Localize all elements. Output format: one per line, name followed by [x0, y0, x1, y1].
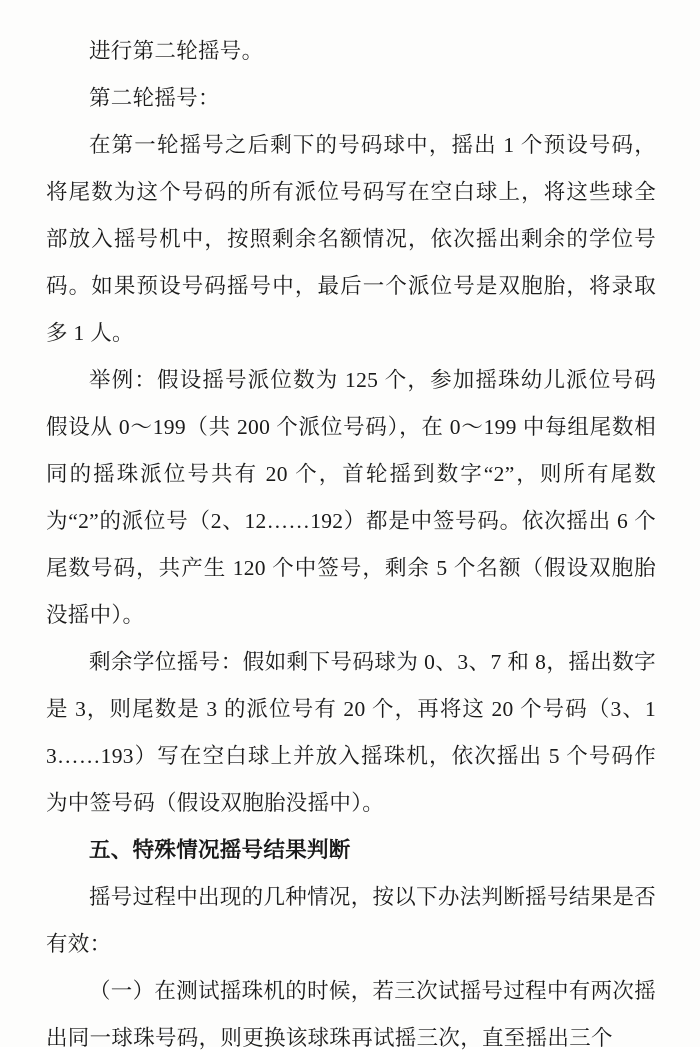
document-body — [46, 28, 656, 1062]
heading-section-five: 五、特殊情况摇号结果判断 — [89, 838, 351, 862]
paragraph-example: 举例：假设摇号派位数为 125 个，参加摇珠幼儿派位号码假设从 0～199（共 200 个派位号码），在 0～199 中每组尾数相同的摇珠派位号共有 20 个，首轮摇到数字“2”，则所有尾数为“2”的派位号（2、12……192）都是中签号码。依次摇出 6 个尾数号码，共产生 120 个中签号，剩余 5 个名额（假设双胞胎没摇中）。 — [46, 368, 656, 627]
paragraph-item-one: （一）在测试摇珠机的时候，若三次试摇号过程中有两次摇出同一球珠号码，则更换该球珠再试摇三次，直至摇出三个 — [46, 979, 656, 1050]
paragraph-continued-line: 进行第二轮摇号。 — [89, 39, 264, 63]
paragraph-round-two-desc: 在第一轮摇号之后剩下的号码球中，摇出 1 个预设号码，将尾数为这个号码的所有派位号码写在空白球上，将这些球全部放入摇号机中，按照剩余名额情况，依次摇出剩余的学位号码。如果预设号码摇号中，最后一个派位号是双胞胎，将录取多 1 人。 — [46, 133, 656, 345]
paragraph-section-five-intro: 摇号过程中出现的几种情况，按以下办法判断摇号结果是否有效： — [46, 885, 656, 956]
paragraph-remaining-seats: 剩余学位摇号：假如剩下号码球为 0、3、7 和 8，摇出数字是 3，则尾数是 3 的派位号有 20 个，再将这 20 个号码（3、13……193）写在空白球上并放入摇珠机，依次摇出 5 个号码作为中签号码（假设双胞胎没摇中）。 — [46, 650, 656, 815]
paragraph-round-two-label: 第二轮摇号： — [89, 86, 220, 110]
